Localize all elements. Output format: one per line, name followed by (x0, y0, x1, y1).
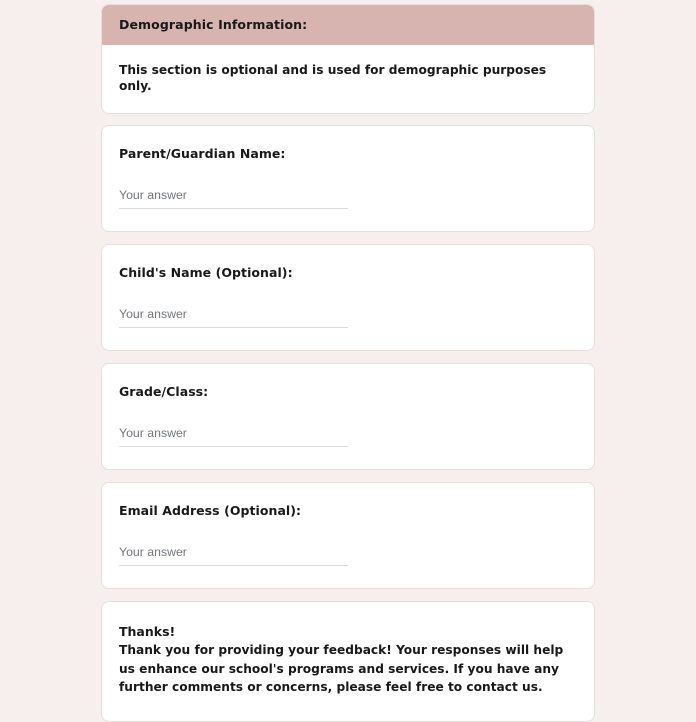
question-label: Parent/Guardian Name: (119, 146, 286, 161)
section-header-bar (102, 5, 594, 45)
answer-field[interactable] (119, 426, 348, 447)
question-label: Email Address (Optional): (119, 503, 302, 518)
section-description: This section is optional and is used for demographic purposes only. (119, 63, 547, 93)
question-card-parent-guardian-name (101, 125, 595, 232)
question-label: Grade/Class: (119, 384, 209, 399)
question-card-grade-class (101, 363, 595, 470)
answer-field[interactable] (119, 545, 348, 566)
answer-placeholder[interactable]: Your answer (119, 188, 187, 202)
form-column (101, 4, 595, 722)
section-description-body (102, 45, 594, 113)
answer-placeholder[interactable]: Your answer (119, 545, 187, 559)
question-card-child-name (101, 244, 595, 351)
thanks-card (101, 601, 595, 722)
thanks-body: Thank you for providing your feedback! Your responses will help us enhance our school's programs and services. If you have any further comments or concerns, please feel free to contact us. (119, 643, 564, 694)
answer-placeholder[interactable]: Your answer (119, 307, 187, 321)
answer-placeholder[interactable]: Your answer (119, 426, 187, 440)
answer-field[interactable] (119, 307, 348, 328)
answer-field[interactable] (119, 188, 348, 209)
section-header-card (101, 4, 595, 114)
section-title: Demographic Information: (119, 17, 308, 32)
question-card-email-address (101, 482, 595, 589)
thanks-title: Thanks! (119, 624, 176, 639)
question-label: Child's Name (Optional): (119, 265, 293, 280)
